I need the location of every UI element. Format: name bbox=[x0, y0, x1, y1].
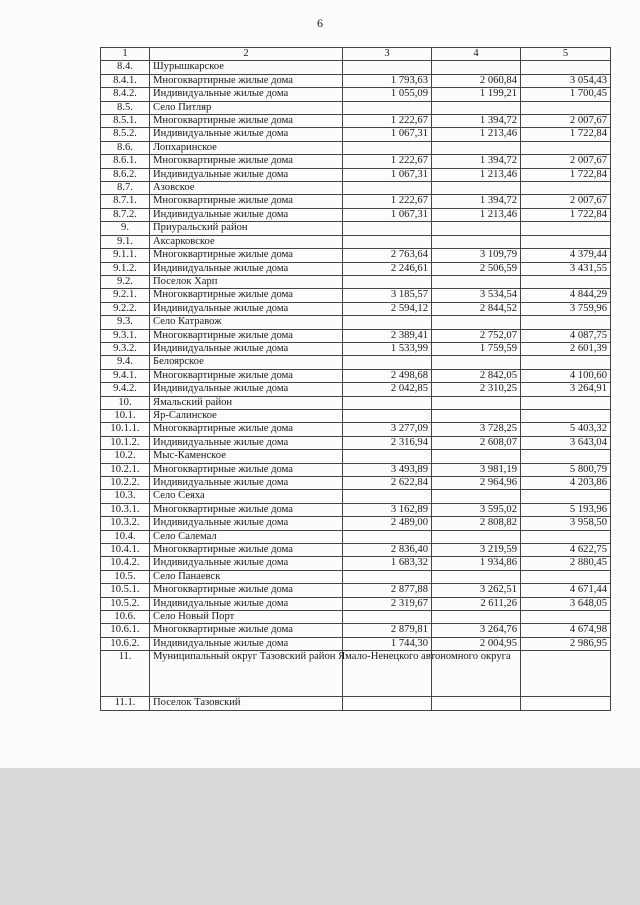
header-cell-2: 2 bbox=[150, 48, 343, 61]
row-name-cell: Село Панаевск bbox=[150, 570, 343, 583]
row-value-col5 bbox=[521, 141, 611, 154]
row-number-cell: 9.1.2. bbox=[101, 262, 150, 275]
row-value-col3 bbox=[343, 235, 432, 248]
row-name-cell: Индивидуальные жилые дома bbox=[150, 477, 343, 490]
row-value-col5: 4 844,29 bbox=[521, 289, 611, 302]
row-value-col5 bbox=[521, 490, 611, 503]
row-name-cell: Многоквартирные жилые дома bbox=[150, 115, 343, 128]
row-value-col4: 2 808,82 bbox=[432, 517, 521, 530]
row-value-col4 bbox=[432, 490, 521, 503]
row-value-col5 bbox=[521, 182, 611, 195]
row-value-col5 bbox=[521, 222, 611, 235]
row-value-col4: 1 394,72 bbox=[432, 155, 521, 168]
row-value-col3: 2 879,81 bbox=[343, 624, 432, 637]
row-value-col4: 1 213,46 bbox=[432, 128, 521, 141]
table-row bbox=[101, 235, 611, 248]
row-value-col5 bbox=[521, 101, 611, 114]
row-name-cell: Мыс-Каменское bbox=[150, 450, 343, 463]
row-name-cell: Индивидуальные жилые дома bbox=[150, 436, 343, 449]
row-number-cell: 8.7.1. bbox=[101, 195, 150, 208]
row-value-col5: 4 622,75 bbox=[521, 544, 611, 557]
row-value-col4: 3 595,02 bbox=[432, 503, 521, 516]
row-value-col5 bbox=[521, 235, 611, 248]
row-value-col4: 3 262,51 bbox=[432, 584, 521, 597]
row-name-cell: Многоквартирные жилые дома bbox=[150, 544, 343, 557]
row-name-cell: Лопхаринское bbox=[150, 141, 343, 154]
row-number-cell: 10.2.2. bbox=[101, 477, 150, 490]
row-number-cell: 10.6.2. bbox=[101, 637, 150, 650]
row-value-col5 bbox=[521, 275, 611, 288]
row-number-cell: 10.2. bbox=[101, 450, 150, 463]
table-row bbox=[101, 262, 611, 275]
row-value-col4: 3 534,54 bbox=[432, 289, 521, 302]
row-value-col5: 3 264,91 bbox=[521, 383, 611, 396]
row-value-col5: 4 100,60 bbox=[521, 369, 611, 382]
table-row bbox=[101, 624, 611, 637]
row-value-col3 bbox=[343, 611, 432, 624]
row-value-col4 bbox=[432, 101, 521, 114]
row-value-col3 bbox=[343, 450, 432, 463]
table-row bbox=[101, 423, 611, 436]
row-value-col4 bbox=[432, 450, 521, 463]
row-value-col5: 1 722,84 bbox=[521, 208, 611, 221]
row-number-cell: 9.1. bbox=[101, 235, 150, 248]
table-row bbox=[101, 530, 611, 543]
row-number-cell: 10. bbox=[101, 396, 150, 409]
row-value-col4: 2 506,59 bbox=[432, 262, 521, 275]
row-value-col4: 2 004,95 bbox=[432, 637, 521, 650]
row-value-col3 bbox=[343, 490, 432, 503]
row-value-col5: 3 958,50 bbox=[521, 517, 611, 530]
row-number-cell: 9.3.1. bbox=[101, 329, 150, 342]
row-value-col3: 3 493,89 bbox=[343, 463, 432, 476]
row-value-col4 bbox=[432, 275, 521, 288]
table-row bbox=[101, 101, 611, 114]
row-value-col5: 4 379,44 bbox=[521, 249, 611, 262]
row-value-col4: 1 213,46 bbox=[432, 208, 521, 221]
row-value-col5: 5 193,96 bbox=[521, 503, 611, 516]
row-value-col3: 2 042,85 bbox=[343, 383, 432, 396]
row-value-col3: 2 877,88 bbox=[343, 584, 432, 597]
row-value-col3 bbox=[343, 530, 432, 543]
table-row bbox=[101, 463, 611, 476]
row-value-col4: 2 844,52 bbox=[432, 302, 521, 315]
row-name-cell: Село Сеяха bbox=[150, 490, 343, 503]
row-number-cell: 10.5.1. bbox=[101, 584, 150, 597]
table-row bbox=[101, 88, 611, 101]
table-row bbox=[101, 329, 611, 342]
row-value-col3: 1 067,31 bbox=[343, 168, 432, 181]
row-value-col4: 2 964,96 bbox=[432, 477, 521, 490]
row-name-cell: Индивидуальные жилые дома bbox=[150, 637, 343, 650]
row-value-col5 bbox=[521, 651, 611, 697]
row-value-col3 bbox=[343, 697, 432, 710]
row-value-col3 bbox=[343, 182, 432, 195]
row-name-cell: Индивидуальные жилые дома bbox=[150, 262, 343, 275]
row-value-col5: 2 007,67 bbox=[521, 155, 611, 168]
row-value-col3: 1 683,32 bbox=[343, 557, 432, 570]
row-value-col3 bbox=[343, 61, 432, 74]
row-number-cell: 9.2. bbox=[101, 275, 150, 288]
header-cell-1: 1 bbox=[101, 48, 150, 61]
row-name-cell: Многоквартирные жилые дома bbox=[150, 249, 343, 262]
row-value-col5 bbox=[521, 61, 611, 74]
table-row bbox=[101, 208, 611, 221]
row-name-cell: Приуральский район bbox=[150, 222, 343, 235]
header-cell-3: 3 bbox=[343, 48, 432, 61]
row-value-col4 bbox=[432, 396, 521, 409]
row-value-col5: 3 643,04 bbox=[521, 436, 611, 449]
row-value-col3 bbox=[343, 396, 432, 409]
table-row bbox=[101, 477, 611, 490]
row-value-col5: 4 087,75 bbox=[521, 329, 611, 342]
row-name-cell: Многоквартирные жилые дома bbox=[150, 423, 343, 436]
row-name-cell: Индивидуальные жилые дома bbox=[150, 342, 343, 355]
row-name-cell: Многоквартирные жилые дома bbox=[150, 155, 343, 168]
row-value-col5: 3 648,05 bbox=[521, 597, 611, 610]
row-value-col4 bbox=[432, 141, 521, 154]
table-row bbox=[101, 570, 611, 583]
row-number-cell: 10.4.2. bbox=[101, 557, 150, 570]
row-number-cell: 9.3. bbox=[101, 316, 150, 329]
row-value-col4: 1 394,72 bbox=[432, 195, 521, 208]
row-name-cell: Село Катравож bbox=[150, 316, 343, 329]
row-value-col4: 2 611,26 bbox=[432, 597, 521, 610]
table-row bbox=[101, 141, 611, 154]
row-value-col3: 1 533,99 bbox=[343, 342, 432, 355]
table-row bbox=[101, 74, 611, 87]
table-row bbox=[101, 651, 611, 697]
table-row bbox=[101, 222, 611, 235]
row-value-col4 bbox=[432, 409, 521, 422]
row-value-col4: 2 608,07 bbox=[432, 436, 521, 449]
row-value-col3: 3 277,09 bbox=[343, 423, 432, 436]
row-value-col5: 2 880,45 bbox=[521, 557, 611, 570]
row-number-cell: 8.5. bbox=[101, 101, 150, 114]
row-value-col5: 4 203,86 bbox=[521, 477, 611, 490]
row-name-cell: Индивидуальные жилые дома bbox=[150, 383, 343, 396]
row-number-cell: 8.6. bbox=[101, 141, 150, 154]
row-value-col4 bbox=[432, 611, 521, 624]
row-value-col3: 1 067,31 bbox=[343, 128, 432, 141]
table-row bbox=[101, 168, 611, 181]
row-value-col4 bbox=[432, 356, 521, 369]
row-value-col4: 3 981,19 bbox=[432, 463, 521, 476]
row-value-col4: 3 109,79 bbox=[432, 249, 521, 262]
row-value-col3 bbox=[343, 101, 432, 114]
row-name-cell: Поселок Тазовский bbox=[150, 697, 343, 710]
row-value-col4: 2 060,84 bbox=[432, 74, 521, 87]
row-value-col3: 1 744,30 bbox=[343, 637, 432, 650]
row-value-col3 bbox=[343, 356, 432, 369]
table-row bbox=[101, 61, 611, 74]
row-value-col3: 1 055,09 bbox=[343, 88, 432, 101]
row-name-cell: Ямальский район bbox=[150, 396, 343, 409]
row-value-col4: 2 842,05 bbox=[432, 369, 521, 382]
row-value-col5 bbox=[521, 450, 611, 463]
row-value-col5 bbox=[521, 530, 611, 543]
row-value-col5 bbox=[521, 611, 611, 624]
row-value-col4 bbox=[432, 222, 521, 235]
row-number-cell: 9.4.1. bbox=[101, 369, 150, 382]
page-number: 6 bbox=[317, 16, 323, 30]
row-value-col5: 2 601,39 bbox=[521, 342, 611, 355]
table-row bbox=[101, 436, 611, 449]
row-value-col3: 2 622,84 bbox=[343, 477, 432, 490]
row-value-col5 bbox=[521, 570, 611, 583]
row-number-cell: 10.1.1. bbox=[101, 423, 150, 436]
row-name-cell: Индивидуальные жилые дома bbox=[150, 597, 343, 610]
row-number-cell: 10.3.1. bbox=[101, 503, 150, 516]
table-row bbox=[101, 697, 611, 710]
row-value-col5 bbox=[521, 396, 611, 409]
table-row bbox=[101, 611, 611, 624]
row-number-cell: 9. bbox=[101, 222, 150, 235]
row-number-cell: 8.5.2. bbox=[101, 128, 150, 141]
row-name-cell: Село Салемал bbox=[150, 530, 343, 543]
row-value-col4: 1 199,21 bbox=[432, 88, 521, 101]
row-value-col4 bbox=[432, 182, 521, 195]
row-value-col3: 2 316,94 bbox=[343, 436, 432, 449]
row-number-cell: 10.5. bbox=[101, 570, 150, 583]
table-row bbox=[101, 115, 611, 128]
row-number-cell: 11.1. bbox=[101, 697, 150, 710]
row-value-col4: 2 752,07 bbox=[432, 329, 521, 342]
row-value-col5: 3 759,96 bbox=[521, 302, 611, 315]
row-value-col5: 4 671,44 bbox=[521, 584, 611, 597]
row-value-col4: 1 934,86 bbox=[432, 557, 521, 570]
row-name-cell: Многоквартирные жилые дома bbox=[150, 503, 343, 516]
table-row bbox=[101, 302, 611, 315]
row-name-cell: Индивидуальные жилые дома bbox=[150, 88, 343, 101]
row-number-cell: 8.7. bbox=[101, 182, 150, 195]
row-value-col3: 2 836,40 bbox=[343, 544, 432, 557]
row-name-cell: Многоквартирные жилые дома bbox=[150, 584, 343, 597]
row-number-cell: 10.3. bbox=[101, 490, 150, 503]
row-number-cell: 9.3.2. bbox=[101, 342, 150, 355]
row-number-cell: 10.4. bbox=[101, 530, 150, 543]
row-value-col5 bbox=[521, 697, 611, 710]
row-name-cell: Муниципальный округ Тазовский район Ямало-Ненецкого автономного округа bbox=[150, 651, 343, 697]
row-value-col3: 2 319,67 bbox=[343, 597, 432, 610]
table-row bbox=[101, 409, 611, 422]
row-name-cell: Индивидуальные жилые дома bbox=[150, 208, 343, 221]
table-row bbox=[101, 316, 611, 329]
row-value-col5: 2 986,95 bbox=[521, 637, 611, 650]
row-value-col4: 1 394,72 bbox=[432, 115, 521, 128]
row-value-col3: 2 246,61 bbox=[343, 262, 432, 275]
table-row bbox=[101, 356, 611, 369]
row-number-cell: 10.1. bbox=[101, 409, 150, 422]
row-name-cell: Шурышкарское bbox=[150, 61, 343, 74]
table-row bbox=[101, 517, 611, 530]
row-name-cell: Индивидуальные жилые дома bbox=[150, 517, 343, 530]
row-number-cell: 10.5.2. bbox=[101, 597, 150, 610]
row-name-cell: Индивидуальные жилые дома bbox=[150, 557, 343, 570]
row-number-cell: 9.4.2. bbox=[101, 383, 150, 396]
row-value-col3 bbox=[343, 316, 432, 329]
row-number-cell: 10.6. bbox=[101, 611, 150, 624]
row-value-col4: 3 728,25 bbox=[432, 423, 521, 436]
row-value-col5: 1 722,84 bbox=[521, 128, 611, 141]
row-value-col3: 1 222,67 bbox=[343, 195, 432, 208]
row-value-col4: 2 310,25 bbox=[432, 383, 521, 396]
row-value-col4 bbox=[432, 61, 521, 74]
table-row bbox=[101, 128, 611, 141]
row-name-cell: Многоквартирные жилые дома bbox=[150, 74, 343, 87]
row-value-col3 bbox=[343, 141, 432, 154]
header-cell-5: 5 bbox=[521, 48, 611, 61]
row-value-col3: 2 489,00 bbox=[343, 517, 432, 530]
row-value-col3: 2 763,64 bbox=[343, 249, 432, 262]
row-value-col4: 3 264,76 bbox=[432, 624, 521, 637]
table-header-row bbox=[101, 48, 611, 61]
table-row bbox=[101, 637, 611, 650]
table-row bbox=[101, 557, 611, 570]
table-row bbox=[101, 503, 611, 516]
table-row bbox=[101, 597, 611, 610]
row-value-col3: 1 222,67 bbox=[343, 155, 432, 168]
row-number-cell: 10.3.2. bbox=[101, 517, 150, 530]
row-value-col3 bbox=[343, 570, 432, 583]
table-row bbox=[101, 155, 611, 168]
row-number-cell: 8.4. bbox=[101, 61, 150, 74]
row-number-cell: 9.1.1. bbox=[101, 249, 150, 262]
table-row bbox=[101, 544, 611, 557]
row-number-cell: 8.7.2. bbox=[101, 208, 150, 221]
row-value-col4 bbox=[432, 316, 521, 329]
row-value-col3: 1 222,67 bbox=[343, 115, 432, 128]
row-name-cell: Многоквартирные жилые дома bbox=[150, 289, 343, 302]
row-name-cell: Село Питляр bbox=[150, 101, 343, 114]
row-value-col4: 3 219,59 bbox=[432, 544, 521, 557]
table-row bbox=[101, 383, 611, 396]
row-value-col5: 5 800,79 bbox=[521, 463, 611, 476]
row-value-col3: 1 793,63 bbox=[343, 74, 432, 87]
table-row bbox=[101, 584, 611, 597]
row-value-col4 bbox=[432, 570, 521, 583]
header-cell-4: 4 bbox=[432, 48, 521, 61]
row-value-col5: 1 722,84 bbox=[521, 168, 611, 181]
row-value-col5: 1 700,45 bbox=[521, 88, 611, 101]
row-name-cell: Многоквартирные жилые дома bbox=[150, 195, 343, 208]
row-value-col4: 1 759,59 bbox=[432, 342, 521, 355]
row-value-col3: 3 185,57 bbox=[343, 289, 432, 302]
table-row bbox=[101, 195, 611, 208]
row-value-col5 bbox=[521, 356, 611, 369]
row-value-col4 bbox=[432, 697, 521, 710]
row-value-col5 bbox=[521, 316, 611, 329]
tariff-table bbox=[100, 47, 611, 711]
table-row bbox=[101, 289, 611, 302]
row-name-cell: Яр-Салинское bbox=[150, 409, 343, 422]
row-number-cell: 9.2.2. bbox=[101, 302, 150, 315]
table-row bbox=[101, 369, 611, 382]
table-row bbox=[101, 342, 611, 355]
row-number-cell: 8.5.1. bbox=[101, 115, 150, 128]
row-value-col4 bbox=[432, 235, 521, 248]
table-row bbox=[101, 249, 611, 262]
table-row bbox=[101, 450, 611, 463]
row-name-cell: Аксарковское bbox=[150, 235, 343, 248]
table-row bbox=[101, 490, 611, 503]
row-value-col3: 2 498,68 bbox=[343, 369, 432, 382]
table-row bbox=[101, 396, 611, 409]
row-value-col4: 1 213,46 bbox=[432, 168, 521, 181]
row-number-cell: 10.4.1. bbox=[101, 544, 150, 557]
row-name-cell: Поселок Харп bbox=[150, 275, 343, 288]
row-value-col5: 2 007,67 bbox=[521, 195, 611, 208]
row-value-col5: 3 054,43 bbox=[521, 74, 611, 87]
row-number-cell: 8.6.2. bbox=[101, 168, 150, 181]
row-value-col5 bbox=[521, 409, 611, 422]
row-value-col5: 4 674,98 bbox=[521, 624, 611, 637]
row-value-col5: 3 431,55 bbox=[521, 262, 611, 275]
row-value-col3: 2 389,41 bbox=[343, 329, 432, 342]
row-name-cell: Село Новый Порт bbox=[150, 611, 343, 624]
row-name-cell: Индивидуальные жилые дома bbox=[150, 128, 343, 141]
table-row bbox=[101, 182, 611, 195]
row-value-col4 bbox=[432, 530, 521, 543]
table-row bbox=[101, 275, 611, 288]
row-number-cell: 10.2.1. bbox=[101, 463, 150, 476]
row-number-cell: 8.4.1. bbox=[101, 74, 150, 87]
row-number-cell: 9.4. bbox=[101, 356, 150, 369]
row-name-cell: Многоквартирные жилые дома bbox=[150, 624, 343, 637]
row-number-cell: 9.2.1. bbox=[101, 289, 150, 302]
row-number-cell: 10.1.2. bbox=[101, 436, 150, 449]
row-name-cell: Белоярское bbox=[150, 356, 343, 369]
row-value-col3: 1 067,31 bbox=[343, 208, 432, 221]
row-number-cell: 11. bbox=[101, 651, 150, 697]
row-value-col5: 2 007,67 bbox=[521, 115, 611, 128]
row-name-cell: Многоквартирные жилые дома bbox=[150, 329, 343, 342]
row-value-col3: 3 162,89 bbox=[343, 503, 432, 516]
row-number-cell: 8.4.2. bbox=[101, 88, 150, 101]
row-value-col3 bbox=[343, 222, 432, 235]
row-name-cell: Индивидуальные жилые дома bbox=[150, 168, 343, 181]
row-name-cell: Многоквартирные жилые дома bbox=[150, 463, 343, 476]
row-number-cell: 8.6.1. bbox=[101, 155, 150, 168]
row-value-col5: 5 403,32 bbox=[521, 423, 611, 436]
row-name-cell: Многоквартирные жилые дома bbox=[150, 369, 343, 382]
row-name-cell: Индивидуальные жилые дома bbox=[150, 302, 343, 315]
row-value-col3 bbox=[343, 409, 432, 422]
row-name-cell: Азовское bbox=[150, 182, 343, 195]
row-value-col3 bbox=[343, 275, 432, 288]
row-value-col3: 2 594,12 bbox=[343, 302, 432, 315]
row-number-cell: 10.6.1. bbox=[101, 624, 150, 637]
